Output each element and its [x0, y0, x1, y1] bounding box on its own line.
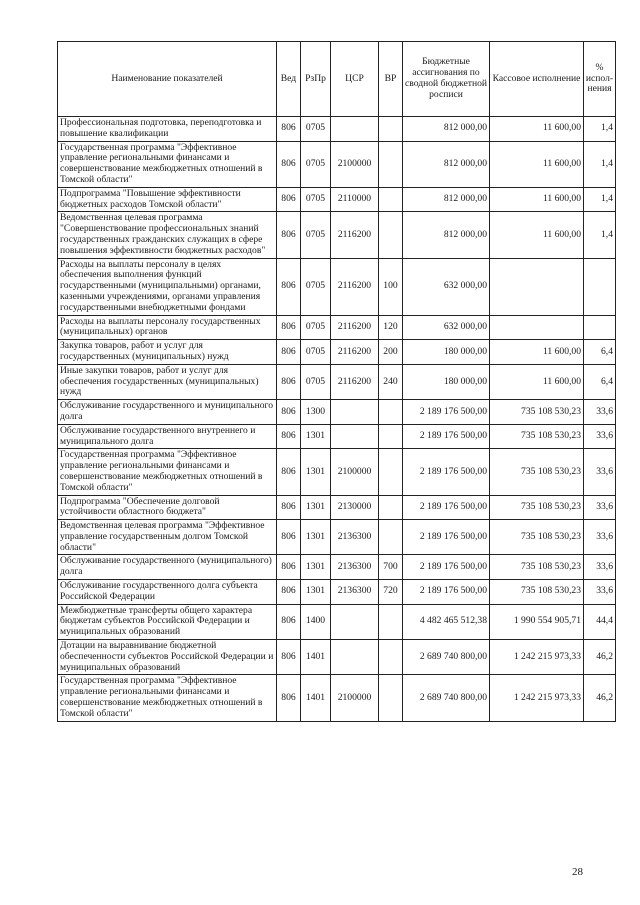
- cell-name: Подпрограмма "Обеспечение долговой устойчивости областного бюджета": [58, 495, 277, 520]
- cell-cash: [490, 258, 584, 315]
- cell-pct: 6,4: [584, 340, 616, 365]
- header-cash: Кассовое исполнение: [490, 42, 584, 117]
- cell-rzpr: 1301: [301, 449, 331, 495]
- cell-cash: 11 600,00: [490, 364, 584, 399]
- cell-rzpr: 0705: [301, 258, 331, 315]
- cell-csr: [331, 400, 379, 425]
- page-number: 28: [572, 866, 583, 878]
- table-row: [58, 580, 616, 605]
- cell-ved: 806: [277, 212, 301, 258]
- cell-name: Обслуживание государственного внутреннего и муниципального долга: [58, 424, 277, 449]
- cell-cash: 1 242 215 973,33: [490, 640, 584, 675]
- cell-csr: 2130000: [331, 495, 379, 520]
- cell-vr: [379, 675, 403, 721]
- cell-csr: 2116200: [331, 364, 379, 399]
- table-row: [58, 495, 616, 520]
- cell-rzpr: 1301: [301, 580, 331, 605]
- header-pct: % испол-нения: [584, 42, 616, 117]
- cell-budget: 180 000,00: [403, 340, 490, 365]
- cell-pct: 33,6: [584, 520, 616, 555]
- table-row: [58, 141, 616, 187]
- cell-cash: 735 108 530,23: [490, 520, 584, 555]
- cell-vr: 100: [379, 258, 403, 315]
- cell-budget: 812 000,00: [403, 212, 490, 258]
- table-row: [58, 640, 616, 675]
- cell-vr: [379, 400, 403, 425]
- cell-csr: [331, 424, 379, 449]
- cell-budget: 2 689 740 800,00: [403, 675, 490, 721]
- cell-rzpr: 0705: [301, 141, 331, 187]
- cell-csr: 2136300: [331, 520, 379, 555]
- cell-rzpr: 0705: [301, 364, 331, 399]
- cell-pct: [584, 258, 616, 315]
- table-row: [58, 340, 616, 365]
- cell-vr: [379, 495, 403, 520]
- cell-csr: 2136300: [331, 555, 379, 580]
- table-row: [58, 187, 616, 212]
- cell-vr: [379, 640, 403, 675]
- cell-cash: 1 990 554 905,71: [490, 604, 584, 639]
- cell-vr: 200: [379, 340, 403, 365]
- cell-pct: 44,4: [584, 604, 616, 639]
- cell-ved: 806: [277, 604, 301, 639]
- cell-rzpr: 1301: [301, 555, 331, 580]
- cell-rzpr: 1400: [301, 604, 331, 639]
- cell-vr: [379, 141, 403, 187]
- cell-name: Подпрограмма "Повышение эффективности бюджетных расходов Томской области": [58, 187, 277, 212]
- cell-cash: 11 600,00: [490, 117, 584, 142]
- cell-csr: 2136300: [331, 580, 379, 605]
- table-row: [58, 400, 616, 425]
- cell-pct: 33,6: [584, 555, 616, 580]
- cell-cash: 11 600,00: [490, 212, 584, 258]
- cell-cash: 11 600,00: [490, 187, 584, 212]
- cell-rzpr: 1301: [301, 520, 331, 555]
- cell-vr: [379, 117, 403, 142]
- cell-rzpr: 1401: [301, 640, 331, 675]
- cell-ved: 806: [277, 258, 301, 315]
- cell-pct: [584, 315, 616, 340]
- table-row: [58, 315, 616, 340]
- cell-budget: 2 189 176 500,00: [403, 449, 490, 495]
- cell-ved: 806: [277, 364, 301, 399]
- header-rzpr: РзПр: [301, 42, 331, 117]
- cell-budget: 812 000,00: [403, 117, 490, 142]
- cell-csr: 2110000: [331, 187, 379, 212]
- cell-ved: 806: [277, 187, 301, 212]
- cell-cash: [490, 315, 584, 340]
- cell-rzpr: 0705: [301, 315, 331, 340]
- cell-csr: 2116200: [331, 212, 379, 258]
- cell-name: Закупка товаров, работ и услуг для государственных (муниципальных) нужд: [58, 340, 277, 365]
- header-csr: ЦСР: [331, 42, 379, 117]
- cell-pct: 1,4: [584, 187, 616, 212]
- table-row: [58, 520, 616, 555]
- header-ved: Вед: [277, 42, 301, 117]
- cell-cash: 735 108 530,23: [490, 424, 584, 449]
- cell-ved: 806: [277, 640, 301, 675]
- cell-name: Расходы на выплаты персоналу в целях обеспечения выполнения функций государственными (муниципальными) органами, казенными учреждениями, органами управления государственными внебюджетными фондами: [58, 258, 277, 315]
- table-row: [58, 212, 616, 258]
- cell-name: Ведомственная целевая программа "Совершенствование профессиональных знаний государственных гражданских служащих в сфере повышения эффективности бюджетных расходов": [58, 212, 277, 258]
- table-body: [58, 117, 616, 722]
- cell-csr: 2116200: [331, 258, 379, 315]
- cell-budget: 632 000,00: [403, 258, 490, 315]
- cell-cash: 11 600,00: [490, 340, 584, 365]
- cell-budget: 2 689 740 800,00: [403, 640, 490, 675]
- table-row: [58, 258, 616, 315]
- cell-vr: [379, 212, 403, 258]
- cell-ved: 806: [277, 520, 301, 555]
- cell-name: Расходы на выплаты персоналу государственных (муниципальных) органов: [58, 315, 277, 340]
- cell-budget: 632 000,00: [403, 315, 490, 340]
- cell-ved: 806: [277, 117, 301, 142]
- cell-vr: [379, 604, 403, 639]
- header-budget: Бюджетные ассигнования по сводной бюджетной росписи: [403, 42, 490, 117]
- cell-name: Ведомственная целевая программа "Эффективное управление государственным долгом Томской области": [58, 520, 277, 555]
- cell-csr: [331, 604, 379, 639]
- cell-csr: 2116200: [331, 340, 379, 365]
- cell-name: Обслуживание государственного (муниципального) долга: [58, 555, 277, 580]
- cell-budget: 2 189 176 500,00: [403, 520, 490, 555]
- cell-budget: 2 189 176 500,00: [403, 400, 490, 425]
- table-row: [58, 449, 616, 495]
- cell-pct: 1,4: [584, 212, 616, 258]
- cell-cash: 735 108 530,23: [490, 400, 584, 425]
- cell-budget: 812 000,00: [403, 187, 490, 212]
- cell-budget: 2 189 176 500,00: [403, 555, 490, 580]
- cell-cash: 735 108 530,23: [490, 495, 584, 520]
- cell-rzpr: 0705: [301, 340, 331, 365]
- cell-ved: 806: [277, 675, 301, 721]
- cell-pct: 33,6: [584, 580, 616, 605]
- cell-csr: 2100000: [331, 675, 379, 721]
- cell-ved: 806: [277, 555, 301, 580]
- budget-execution-table: [57, 41, 616, 722]
- cell-csr: 2100000: [331, 141, 379, 187]
- cell-csr: [331, 640, 379, 675]
- cell-vr: [379, 424, 403, 449]
- cell-budget: 180 000,00: [403, 364, 490, 399]
- cell-name: Дотации на выравнивание бюджетной обеспеченности субъектов Российской Федерации и муниципальных образований: [58, 640, 277, 675]
- header-vr: ВР: [379, 42, 403, 117]
- cell-ved: 806: [277, 449, 301, 495]
- cell-csr: 2100000: [331, 449, 379, 495]
- cell-cash: 735 108 530,23: [490, 580, 584, 605]
- cell-pct: 46,2: [584, 675, 616, 721]
- cell-name: Профессиональная подготовка, переподготовка и повышение квалификации: [58, 117, 277, 142]
- cell-name: Иные закупки товаров, работ и услуг для обеспечения государственных (муниципальных) нужд: [58, 364, 277, 399]
- cell-ved: 806: [277, 340, 301, 365]
- cell-csr: [331, 117, 379, 142]
- cell-pct: 6,4: [584, 364, 616, 399]
- cell-cash: 1 242 215 973,33: [490, 675, 584, 721]
- cell-pct: 33,6: [584, 424, 616, 449]
- cell-ved: 806: [277, 141, 301, 187]
- cell-cash: 11 600,00: [490, 141, 584, 187]
- cell-pct: 1,4: [584, 141, 616, 187]
- cell-name: Государственная программа "Эффективное управление региональными финансами и совершенствование межбюджетных отношений в Томской области": [58, 675, 277, 721]
- cell-budget: 2 189 176 500,00: [403, 580, 490, 605]
- cell-name: Обслуживание государственного долга субъекта Российской Федерации: [58, 580, 277, 605]
- table-row: [58, 424, 616, 449]
- cell-budget: 812 000,00: [403, 141, 490, 187]
- cell-ved: 806: [277, 400, 301, 425]
- cell-rzpr: 1301: [301, 424, 331, 449]
- cell-rzpr: 1401: [301, 675, 331, 721]
- table-row: [58, 364, 616, 399]
- cell-ved: 806: [277, 424, 301, 449]
- cell-pct: 33,6: [584, 449, 616, 495]
- cell-vr: [379, 520, 403, 555]
- cell-vr: [379, 449, 403, 495]
- cell-name: Государственная программа "Эффективное управление региональными финансами и совершенствование межбюджетных отношений в Томской области": [58, 449, 277, 495]
- cell-name: Обслуживание государственного и муниципального долга: [58, 400, 277, 425]
- table-row: [58, 117, 616, 142]
- cell-ved: 806: [277, 315, 301, 340]
- cell-rzpr: 0705: [301, 117, 331, 142]
- cell-vr: 720: [379, 580, 403, 605]
- header-name: Наименование показателей: [58, 42, 277, 117]
- cell-cash: 735 108 530,23: [490, 555, 584, 580]
- cell-budget: 2 189 176 500,00: [403, 424, 490, 449]
- cell-rzpr: 0705: [301, 187, 331, 212]
- cell-rzpr: 1301: [301, 495, 331, 520]
- cell-pct: 46,2: [584, 640, 616, 675]
- cell-ved: 806: [277, 580, 301, 605]
- cell-name: Государственная программа "Эффективное управление региональными финансами и совершенствование межбюджетных отношений в Томской области": [58, 141, 277, 187]
- cell-rzpr: 1300: [301, 400, 331, 425]
- cell-pct: 33,6: [584, 400, 616, 425]
- cell-vr: 120: [379, 315, 403, 340]
- cell-cash: 735 108 530,23: [490, 449, 584, 495]
- table-header-row: [58, 42, 616, 117]
- cell-pct: 1,4: [584, 117, 616, 142]
- cell-vr: 240: [379, 364, 403, 399]
- cell-pct: 33,6: [584, 495, 616, 520]
- table-row: [58, 675, 616, 721]
- cell-budget: 4 482 465 512,38: [403, 604, 490, 639]
- cell-csr: 2116200: [331, 315, 379, 340]
- cell-rzpr: 0705: [301, 212, 331, 258]
- cell-vr: [379, 187, 403, 212]
- cell-ved: 806: [277, 495, 301, 520]
- table-row: [58, 555, 616, 580]
- table-row: [58, 604, 616, 639]
- cell-name: Межбюджетные трансферты общего характера бюджетам субъектов Российской Федерации и муниципальных образований: [58, 604, 277, 639]
- cell-vr: 700: [379, 555, 403, 580]
- cell-budget: 2 189 176 500,00: [403, 495, 490, 520]
